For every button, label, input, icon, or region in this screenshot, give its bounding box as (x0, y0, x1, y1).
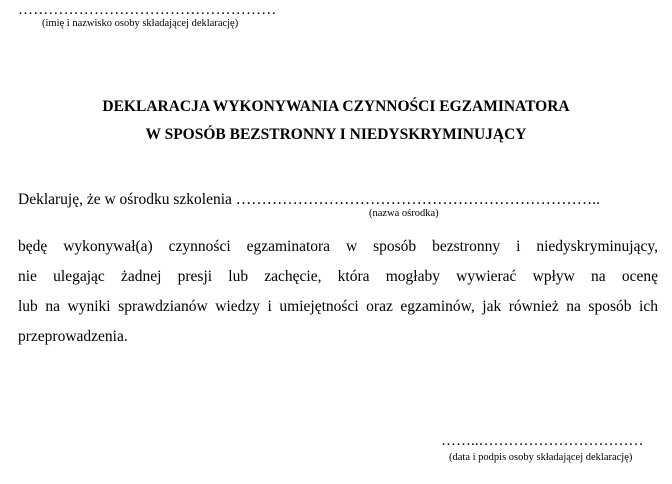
signature-caption: (data i podpis osoby składającej deklarację) (449, 452, 633, 463)
declaration-body (18, 232, 658, 352)
body-line: będę wykonywał(a) czynności egzaminatora w sposób bezstronny i niedyskryminujący, (18, 238, 658, 255)
name-caption: (imię i nazwisko osoby składającej deklarację) (42, 18, 239, 29)
signature-dotted-line: ……..…………………………… (441, 433, 644, 449)
name-dotted-line: …………………………………………… (18, 2, 277, 18)
body-line: lub na wyniki sprawdzianów wiedzy i umiejętności oraz egzaminów, jak również na sposób ich (18, 298, 658, 315)
declaration-intro: Deklaruję, że w ośrodku szkolenia …………………………………………………………….. (18, 191, 601, 208)
center-name-caption: (nazwa ośrodka) (369, 208, 439, 219)
document-title-line-2: W SPOSÓB BEZSTRONNY I NIEDYSKRYMINUJĄCY (145, 126, 527, 143)
document-title-line-1: DEKLARACJA WYKONYWANIA CZYNNOŚCI EGZAMINATORA (102, 98, 570, 115)
body-line: nie ulegając żadnej presji lub zachęcie, która mogłaby wywierać wpływ na ocenę (18, 268, 658, 285)
body-line: przeprowadzenia. (18, 328, 128, 345)
